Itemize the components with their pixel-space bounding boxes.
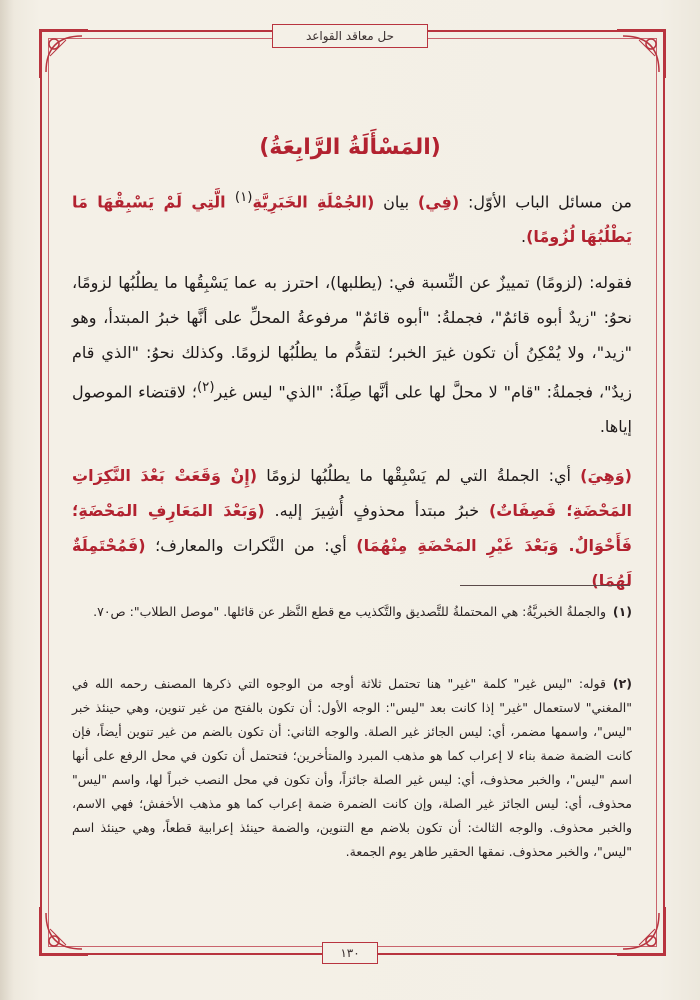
text-segment: . xyxy=(520,227,527,247)
footnote-text: والجملةُ الخبريَّةُ: هي المحتملةُ للتَّصديق والتَّكذيب مع قطع النَّظر عن قائلها. "موصل الطلاب": ص٧٠. xyxy=(93,604,606,619)
matn-term: (فِي) xyxy=(417,192,460,212)
text-segment: ؛ لاقتضاء الموصول إياها. xyxy=(72,382,632,437)
footnote-1 xyxy=(72,600,632,624)
text-segment: من مسائل الباب الأوّل: xyxy=(459,192,633,212)
paragraph-intro xyxy=(72,180,632,254)
footnote-marker[interactable]: (١) xyxy=(234,190,253,205)
section-title: (المَسْأَلَةُ الرَّابِعَةُ) xyxy=(259,135,441,160)
matn-term: (وَبَعْدَ المَعَارِفِ المَحْضَةِ؛ فَأَحْوَالٌ. وَبَعْدَ غَيْرِ المَحْضَةِ مِنْهُمَا) xyxy=(72,501,632,555)
corner-ornament-icon xyxy=(36,903,92,959)
footnote-divider xyxy=(460,585,630,586)
footnote-number: (١) xyxy=(612,604,632,619)
matn-term: (إِنْ وَقَعَتْ بَعْدَ النَّكِرَاتِ المَحْضَةِ؛ فَصِفَاتٌ) xyxy=(72,466,633,520)
text-segment: فقوله: (لزومًا) تمييزٌ عن النِّسبة في: (يطلبها)، احترز به عما يَسْبِقُها ما يطلُبُها لزومًا، نحوُ: "زيدٌ أبوه قائمٌ"، فجملةُ: "أبوه قائمٌ" مرفوعةُ المحلِّ على أنَّها خبرُ المبتدأ، وهو "زيد"، ولا يُمْكِنُ أن تكون غيرَ الخبر؛ لتقدُّم ما يطلُبُها لزومًا. وكذلك نحوُ: "الذي قام زيدٌ"، فجملةُ: "قام" لا محلَّ لها على أنَّها صِلَةٌ: "الذي" ليس غير xyxy=(72,273,632,402)
footnote-2 xyxy=(72,672,632,864)
corner-ornament-icon xyxy=(613,903,669,959)
corner-ornament-icon xyxy=(36,26,92,82)
matn-term: (الجُمْلَةِ الخَبَرِيَّةِ xyxy=(252,192,375,212)
corner-ornament-icon xyxy=(613,26,669,82)
text-segment: خبرُ مبتدأ محذوفٍ أُشِيرَ إليه. xyxy=(264,501,489,520)
matn-term: الَّتِي لَمْ يَسْبِقْهَا مَا يَطْلُبُهَا لُزُومًا) xyxy=(72,192,632,247)
paragraph-matn xyxy=(72,458,632,598)
text-segment: بيان xyxy=(374,192,418,212)
footnote-text: قوله: "ليس غير" كلمة "غير" هنا تحتمل ثلاثة أوجه من الوجوه التي ذكرها المصنف رحمه الله في "المغني" لاستعمال "غير" إذا كانت بعد "ليس": الوجه الأول: أن تكون بالفتح من غير تنوين، وهي حينئذ خبر "ليس"، واسمها مضمر، أي: ليس الجائز غير الصلة. والوجه الثاني: أن تكون بالضم من غير تنوين أيضاً، فإن كانت الضمة ضمة بناء لا إعراب كما هو مذهب المبرد والمتأخرين؛ فتحتمل أن تكون في محل الرفع على أنها اسم "ليس"، والخبر محذوف، أي: ليس غير الصلة جائزاً، وأن تكون في محل النصب خبراً لها، واسم "ليس" محذوف، أي: ليس الجائز غير الصلة، وإن كانت الضمرة ضمة إعراب كما هو مذهب الأخفش؛ فهي الاسم، والخبر محذوف. والوجه الثالث: أن تكون بلاضم مع التنوين، والضمة حينئذ إعرابية قطعاً، وهي حينئذ اسم "ليس"، والخبر محذوف. نمقها الحقير طاهر يوم الجمعة. xyxy=(72,676,632,859)
footnote-marker[interactable]: (٢) xyxy=(196,380,215,395)
paragraph-commentary xyxy=(72,265,632,444)
text-segment: أي: من النَّكرات والمعارف؛ xyxy=(145,536,357,555)
running-header: حل معاقد القواعد xyxy=(272,24,428,48)
matn-term: (فَمُحْتَمِلَةٌ لَهُمَا) xyxy=(72,536,632,590)
text-segment: أي: الجملةُ التي لم يَسْبِقْها ما يطلُبُها لزومًا xyxy=(257,466,581,485)
footnote-number: (٢) xyxy=(612,676,632,691)
page-number: ١٣٠ xyxy=(322,942,378,964)
matn-term: (وَهِيَ) xyxy=(580,466,632,485)
